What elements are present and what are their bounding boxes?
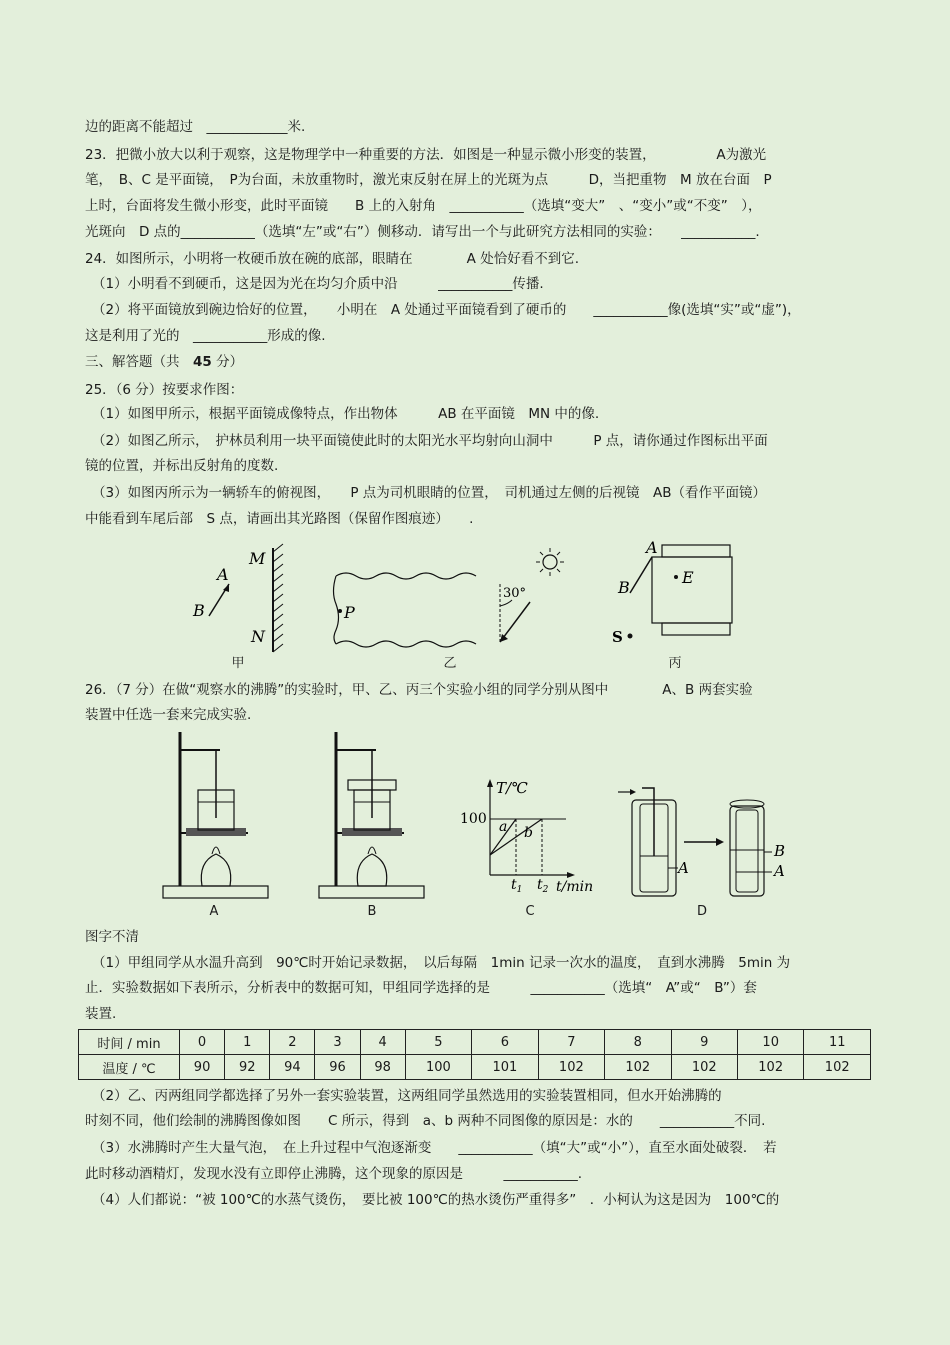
label-t2-sub: 2: [542, 885, 549, 895]
label-a-left: A: [678, 859, 689, 877]
label-t2-letter: t: [537, 877, 543, 893]
table-cell: 101: [472, 1055, 538, 1080]
q26-sub4: （4）人们都说：“被 100℃的水蒸气烫伤， 要比被 100℃的热水烫伤严重得多” ．小柯认为这是因为 100℃的: [92, 1192, 780, 1208]
table-cell: 1: [225, 1030, 270, 1055]
caption-jia: 甲: [231, 656, 245, 671]
label-p: P: [344, 603, 355, 622]
y-axis-arrow: [487, 779, 493, 787]
q23-line1: 23．把微小放大以利于观察，这是物理学中一种重要的方法．如图是一种显示微小形变的装置， A为激光: [85, 147, 767, 163]
apparatus-a: [158, 728, 273, 902]
section-heading-score: 45: [193, 354, 212, 370]
y-label: T/℃: [496, 779, 528, 797]
caption-d: D: [696, 904, 707, 919]
caption-bing: 丙: [668, 656, 682, 671]
label-angle: 30°: [503, 586, 527, 601]
x-axis-arrow: [567, 872, 575, 878]
label-s: S: [612, 628, 623, 646]
table-cell: 5: [405, 1030, 471, 1055]
side-mirror: [630, 557, 652, 593]
table-cell: 90: [180, 1055, 225, 1080]
table-cell: 10: [737, 1030, 803, 1055]
label-b: b: [524, 825, 533, 841]
table-cell: 0: [180, 1030, 225, 1055]
apparatus-b: [314, 728, 429, 902]
alcohol-lamp: [201, 854, 230, 886]
table-cell: 102: [804, 1055, 871, 1080]
cave-top-edge: [336, 573, 476, 579]
table-cell: 3: [315, 1030, 360, 1055]
q26-line1: 26．（7 分）在做“观察水的沸腾”的实验时，甲、乙、丙三个实验小组的同学分别从图中 A、B 两套实验: [85, 682, 753, 698]
point-s: [628, 634, 633, 639]
sunlight-ray: [500, 602, 530, 642]
section-heading-prefix: 三、解答题（共: [85, 354, 193, 370]
caption-yi: 乙: [443, 656, 457, 671]
table-row-temp: [79, 1055, 871, 1080]
caption-c: C: [525, 904, 535, 919]
q24-sub2: （2）将平面镜放到碗边恰好的位置， 小明在 A 处通过平面镜看到了硬币的 ___________像(选填“实”或“虚”)，: [92, 302, 801, 318]
q25-sub1: （1）如图甲所示，根据平面镜成像特点，作出物体 AB 在平面镜 MN 中的像.: [92, 406, 600, 422]
q25-sub2: （2）如图乙所示， 护林员利用一块平面镜使此时的太阳光水平均射向山洞中 P 点，请你通过作图标出平面: [92, 433, 768, 449]
q23-line4: 光斑向 D 点的___________（选填“左”或“右”）侧移动．请写出一个与此研究方法相同的实验： ___________.: [85, 224, 760, 240]
label-b: B: [774, 842, 786, 860]
table-cell: 96: [315, 1055, 360, 1080]
base: [163, 886, 268, 898]
caption-a: A: [209, 904, 219, 919]
table-cell: 102: [737, 1055, 803, 1080]
flame: [368, 847, 376, 854]
car-body: [652, 557, 732, 623]
table-cell: 7: [538, 1030, 604, 1055]
airflow-arrow-head: [630, 789, 636, 795]
ray-arrow-head: [500, 634, 508, 642]
label-t1: [511, 877, 522, 895]
q24-line1: 24．如图所示，小明将一枚硬币放在碗的底部，眼睛在 A 处恰好看不到它.: [85, 251, 579, 267]
label-e: E: [682, 568, 694, 587]
q26-sub1: （1）甲组同学从水温升高到 90℃时开始记录数据， 以后每隔 1min 记录一次水的温度， 直到水沸腾 5min 为: [92, 955, 791, 971]
q26-sub2: （2）乙、丙两组同学都选择了另外一套实验装置，这两组同学虽然选用的实验装置相同，但水开始沸腾的: [92, 1088, 722, 1104]
table-cell: 98: [360, 1055, 405, 1080]
y-tick-100: 100: [460, 811, 487, 827]
q25-line1: 25．（6 分）按要求作图：: [85, 382, 244, 398]
transition-arrow-head: [716, 838, 724, 846]
q26-sub1-cont: 止．实验数据如下表所示，分析表中的数据可知，甲组同学选择的是 ___________（选填“ A”或“ B”）套: [85, 980, 757, 996]
caption-b: B: [367, 904, 377, 919]
q26-sub1-end: 装置.: [85, 1006, 117, 1022]
car-rear: [662, 623, 730, 635]
row-header-time: 时间 / min: [79, 1030, 180, 1055]
q23-line2: 笔， B、C 是平面镜， P为台面，未放重物时，激光束反射在屏上的光斑为点 D，当把重物 M 放在台面 P: [85, 172, 772, 188]
label-b: B: [618, 578, 630, 597]
q25-sub3-cont: 中能看到车尾后部 S 点，请画出其光路图（保留作图痕迹） .: [85, 511, 474, 527]
alcohol-lamp: [357, 854, 386, 886]
label-a: a: [499, 819, 508, 835]
table-cell: 102: [671, 1055, 737, 1080]
graph-c: [456, 775, 606, 900]
label-a: A: [217, 565, 229, 584]
label-a-right: A: [774, 862, 785, 880]
tube-cap: [730, 800, 764, 808]
label-b: B: [193, 601, 205, 620]
data-table: [78, 1029, 871, 1080]
q23-line3: 上时，台面将发生微小形变，此时平面镜 B 上的入射角 ___________（选填“变大” 、“变小”或“不变” ），: [85, 198, 762, 214]
label-a: A: [646, 538, 658, 557]
figure-yi: [330, 540, 580, 655]
cave-bottom-edge: [336, 641, 476, 647]
q25-sub3: （3）如图丙所示为一辆轿车的俯视图， P 点为司机眼睛的位置， 司机通过左侧的后视镜 AB（看作平面镜）: [92, 485, 767, 501]
diagram-d: [612, 780, 802, 900]
table-cell: 11: [804, 1030, 871, 1055]
sun-icon: [543, 555, 557, 569]
q25-sub2-cont: 镜的位置，并标出反射角的度数.: [85, 458, 279, 474]
table-cell: 9: [671, 1030, 737, 1055]
gauze: [342, 828, 402, 836]
table-cell: 4: [360, 1030, 405, 1055]
flame: [212, 847, 220, 854]
base: [319, 886, 424, 898]
pipe-bend: [642, 788, 654, 794]
car-front: [662, 545, 730, 557]
row-header-temp: 温度 / ℃: [79, 1055, 180, 1080]
table-cell: 100: [405, 1055, 471, 1080]
table-cell: 8: [605, 1030, 671, 1055]
q26-sub2-cont: 时刻不同，他们绘制的沸腾图像如图 C 所示，得到 a、b 两种不同图像的原因是：水的 ___________不同.: [85, 1113, 766, 1129]
table-cell: 6: [472, 1030, 538, 1055]
x-label: t/min: [556, 879, 594, 895]
tube-outer-right: [730, 806, 764, 896]
gauze: [186, 828, 246, 836]
figure-jia: [185, 540, 295, 655]
section-heading-suffix: 分）: [211, 354, 244, 370]
label-m: M: [249, 549, 266, 568]
q26-sub3-cont: 此时移动酒精灯，发现水没有立即停止沸腾，这个现象的原因是 ___________.: [85, 1166, 583, 1182]
figure-bing: [610, 535, 750, 655]
q24-sub2-cont: 这是利用了光的 ___________形成的像.: [85, 328, 326, 344]
q24-sub1: （1）小明看不到硬币，这是因为光在均匀介质中沿 ___________传播.: [92, 276, 544, 292]
point-p: [338, 609, 342, 613]
q26-sub3: （3）水沸腾时产生大量气泡， 在上升过程中气泡逐渐变 ___________（填“大”或“小”），直至水面处破裂． 若: [92, 1140, 777, 1156]
point-e: [674, 575, 678, 579]
section-three-heading: [85, 352, 865, 372]
q22-tail: 边的距离不能超过 ____________米.: [85, 119, 306, 135]
table-row-time: [79, 1030, 871, 1055]
q26-line2: 装置中任选一套来完成实验.: [85, 707, 252, 723]
table-cell: 102: [605, 1055, 671, 1080]
table-cell: 102: [538, 1055, 604, 1080]
label-n: N: [251, 627, 265, 646]
tube-inner-right: [736, 810, 758, 892]
cave-back-edge: [334, 576, 339, 644]
label-t1-sub: 1: [516, 885, 523, 895]
table-cell: 92: [225, 1055, 270, 1080]
label-t1-letter: t: [511, 877, 517, 893]
table-cell: 2: [270, 1030, 315, 1055]
table-cell: 94: [270, 1055, 315, 1080]
figure-unclear-note: 图字不清: [85, 929, 139, 945]
label-t2: [537, 877, 549, 895]
